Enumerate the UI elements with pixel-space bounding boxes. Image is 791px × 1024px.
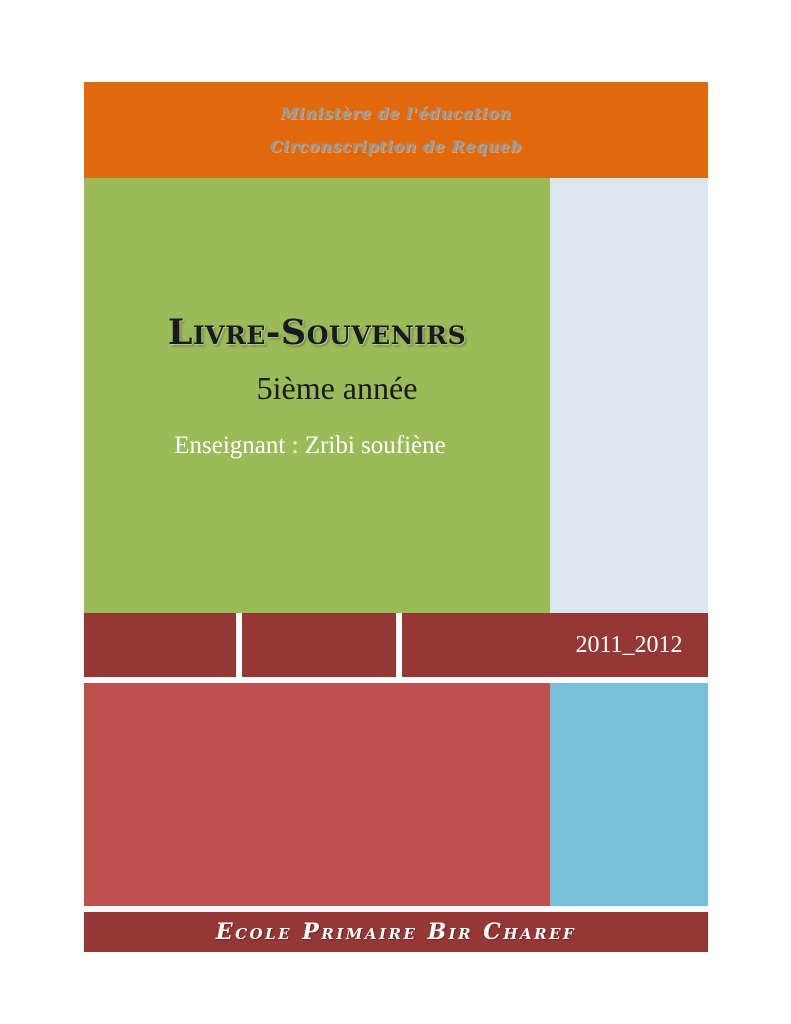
- teacher-name: Enseignant : Zribi soufiène: [174, 432, 446, 459]
- school-year-badge: 2011_2012: [550, 613, 708, 677]
- light-blue-side-panel: [550, 178, 708, 613]
- lower-cyan-panel: [550, 683, 708, 906]
- accent-strip-row: [84, 613, 708, 677]
- ministry-line: Ministère de l'éducation: [280, 104, 512, 123]
- school-name: Ecole Primaire Bir Charef: [215, 919, 577, 945]
- page-subtitle: 5ième année: [256, 370, 418, 406]
- circonscription-line: Circonscription de Requeb: [269, 137, 523, 156]
- school-footer-band: [84, 912, 708, 952]
- accent-block-1: [84, 613, 236, 677]
- cover-layout: [84, 82, 708, 952]
- accent-block-3: [402, 613, 550, 677]
- green-title-panel: [84, 178, 550, 613]
- lower-red-panel: [84, 683, 550, 906]
- accent-block-2: [242, 613, 396, 677]
- page-title: Livre-Souvenirs: [167, 312, 467, 353]
- ministry-header-band: [84, 82, 708, 178]
